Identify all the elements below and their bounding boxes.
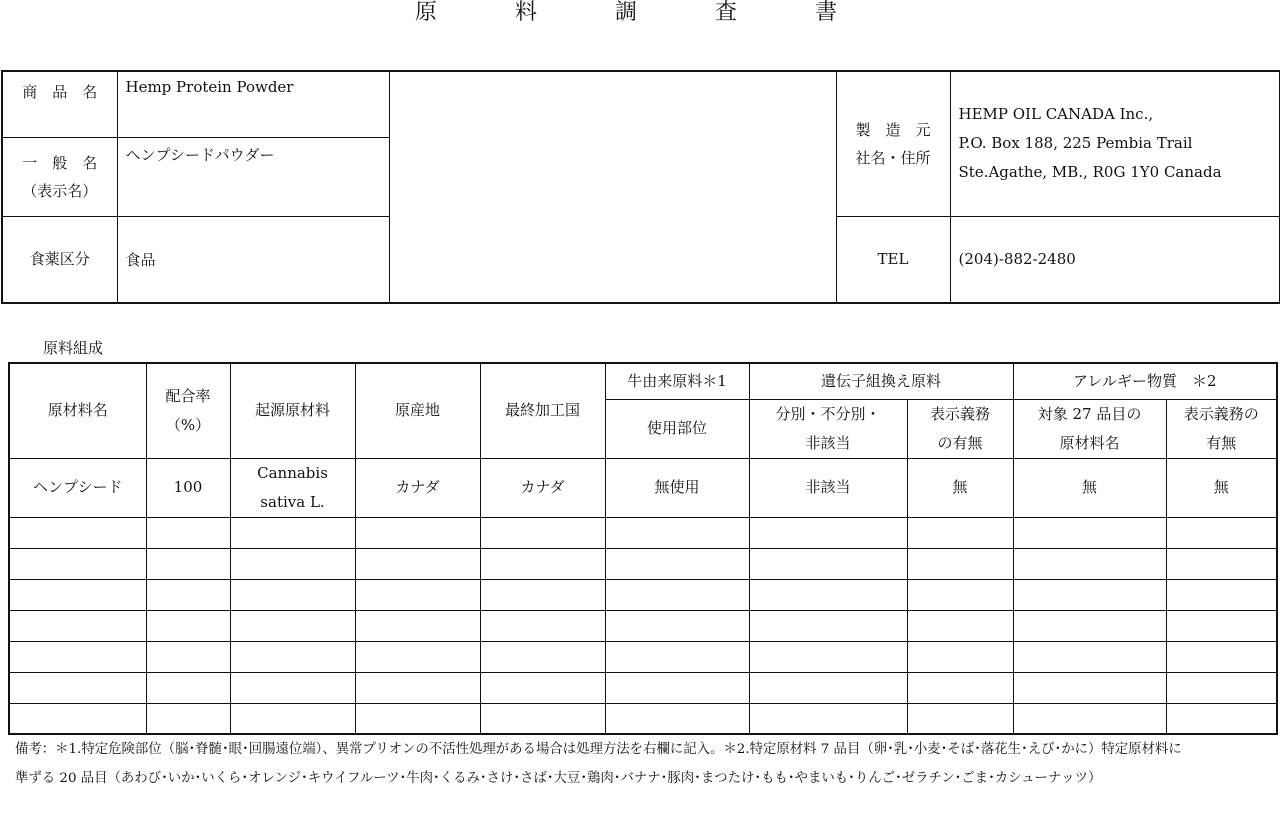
manufacturer-label-line1: 製 造 元 <box>855 120 931 139</box>
empty-row <box>9 610 1277 641</box>
remarks <box>15 735 1275 793</box>
cell-origin-material-line1: Cannabis <box>257 463 328 482</box>
general-name-value: ヘンプシードパウダー <box>117 137 389 216</box>
manufacturer-line: Ste.Agathe, MB., R0G 1Y0 Canada <box>958 163 1222 182</box>
cell-allergen-target: 無 <box>1013 458 1166 517</box>
header-allergen-target-line2: 原材料名 <box>1059 433 1120 452</box>
header-origin-country: 原産地 <box>355 363 480 458</box>
header-gmo: 遺伝子組換え原料 <box>749 363 1013 399</box>
header-ratio <box>146 363 230 458</box>
header-ratio-line2: （%） <box>165 415 211 434</box>
blank-cell <box>389 71 836 303</box>
empty-row <box>9 641 1277 672</box>
header-gmo-label-line2: の有無 <box>937 433 983 452</box>
remarks-line1: 備考：＊1.特定危険部位（脳･脊髄･眼･回腸遠位端）、異常プリオンの不活性処理がある場合は処理方法を右欄に記入。＊2.特定原材料 7 品目（卵･乳･小麦･そば･落花生･えび･かに）特定原材料に <box>15 742 1182 757</box>
section-label-composition: 原料組成 <box>43 339 104 357</box>
header-bovine: 牛由来原料＊1 <box>605 363 749 399</box>
cell-origin-material-line2: sativa L. <box>260 492 325 511</box>
manufacturer-line: HEMP OIL CANADA Inc., <box>958 105 1154 124</box>
document-title: 原 料 調 査 書 <box>414 0 865 25</box>
header-final-processing: 最終加工国 <box>480 363 605 458</box>
header-bovine-part: 使用部位 <box>605 399 749 458</box>
header-allergen: アレルギー物質 ＊2 <box>1013 363 1277 399</box>
header-allergen-label-line1: 表示義務の <box>1183 404 1259 423</box>
remarks-line2: 準ずる 20 品目（あわび･いか･いくら･オレンジ･キウイフルーツ･牛肉･くるみ･さけ･さば･大豆･鶏肉･バナナ･豚肉･まつたけ･もも･やまいも･りんご･ゼラチン･ごま･カシューナッツ） <box>15 771 1102 786</box>
cell-material-name: ヘンプシード <box>9 458 146 517</box>
cell-allergen-label: 無 <box>1166 458 1277 517</box>
cell-origin-country: カナダ <box>355 458 480 517</box>
header-gmo-class <box>749 399 907 458</box>
cell-origin-material <box>230 458 355 517</box>
tel-value: (204)-882-2480 <box>950 216 1280 303</box>
manufacturer-label <box>836 71 950 216</box>
manufacturer-label-line2: 社名・住所 <box>855 148 931 167</box>
header-ratio-line1: 配合率 <box>165 386 211 405</box>
header-gmo-label-line1: 表示義務 <box>930 404 991 423</box>
cell-ratio: 100 <box>146 458 230 517</box>
empty-row <box>9 517 1277 548</box>
header-allergen-target-line1: 対象 27 品目の <box>1037 404 1142 423</box>
empty-row <box>9 579 1277 610</box>
header-gmo-class-line2: 非該当 <box>805 433 851 452</box>
empty-row <box>9 548 1277 579</box>
cell-bovine-part: 無使用 <box>605 458 749 517</box>
header-allergen-label-line2: 有無 <box>1206 433 1237 452</box>
empty-row <box>9 672 1277 703</box>
header-allergen-label <box>1166 399 1277 458</box>
header-gmo-label <box>907 399 1013 458</box>
cell-gmo-class: 非該当 <box>749 458 907 517</box>
product-name-value: Hemp Protein Powder <box>117 71 389 137</box>
general-name-label-line1: 一 般 名 <box>22 153 98 172</box>
general-name-label <box>2 137 117 216</box>
product-info-table <box>1 70 1280 304</box>
tel-label: TEL <box>836 216 950 303</box>
cell-final-processing: カナダ <box>480 458 605 517</box>
cell-gmo-label: 無 <box>907 458 1013 517</box>
header-allergen-target <box>1013 399 1166 458</box>
food-drug-value: 食品 <box>117 216 389 303</box>
general-name-label-line2: （表示名） <box>22 181 98 200</box>
product-name-label: 商 品 名 <box>2 71 117 137</box>
empty-row <box>9 703 1277 734</box>
table-row <box>9 458 1277 517</box>
food-drug-label: 食薬区分 <box>2 216 117 303</box>
header-gmo-class-line1: 分別・不分別・ <box>775 404 881 423</box>
header-material-name: 原材料名 <box>9 363 146 458</box>
manufacturer-address <box>950 71 1280 216</box>
composition-table <box>8 362 1278 735</box>
header-origin-material: 起源原材料 <box>230 363 355 458</box>
manufacturer-line: P.O. Box 188, 225 Pembia Trail <box>958 134 1193 153</box>
